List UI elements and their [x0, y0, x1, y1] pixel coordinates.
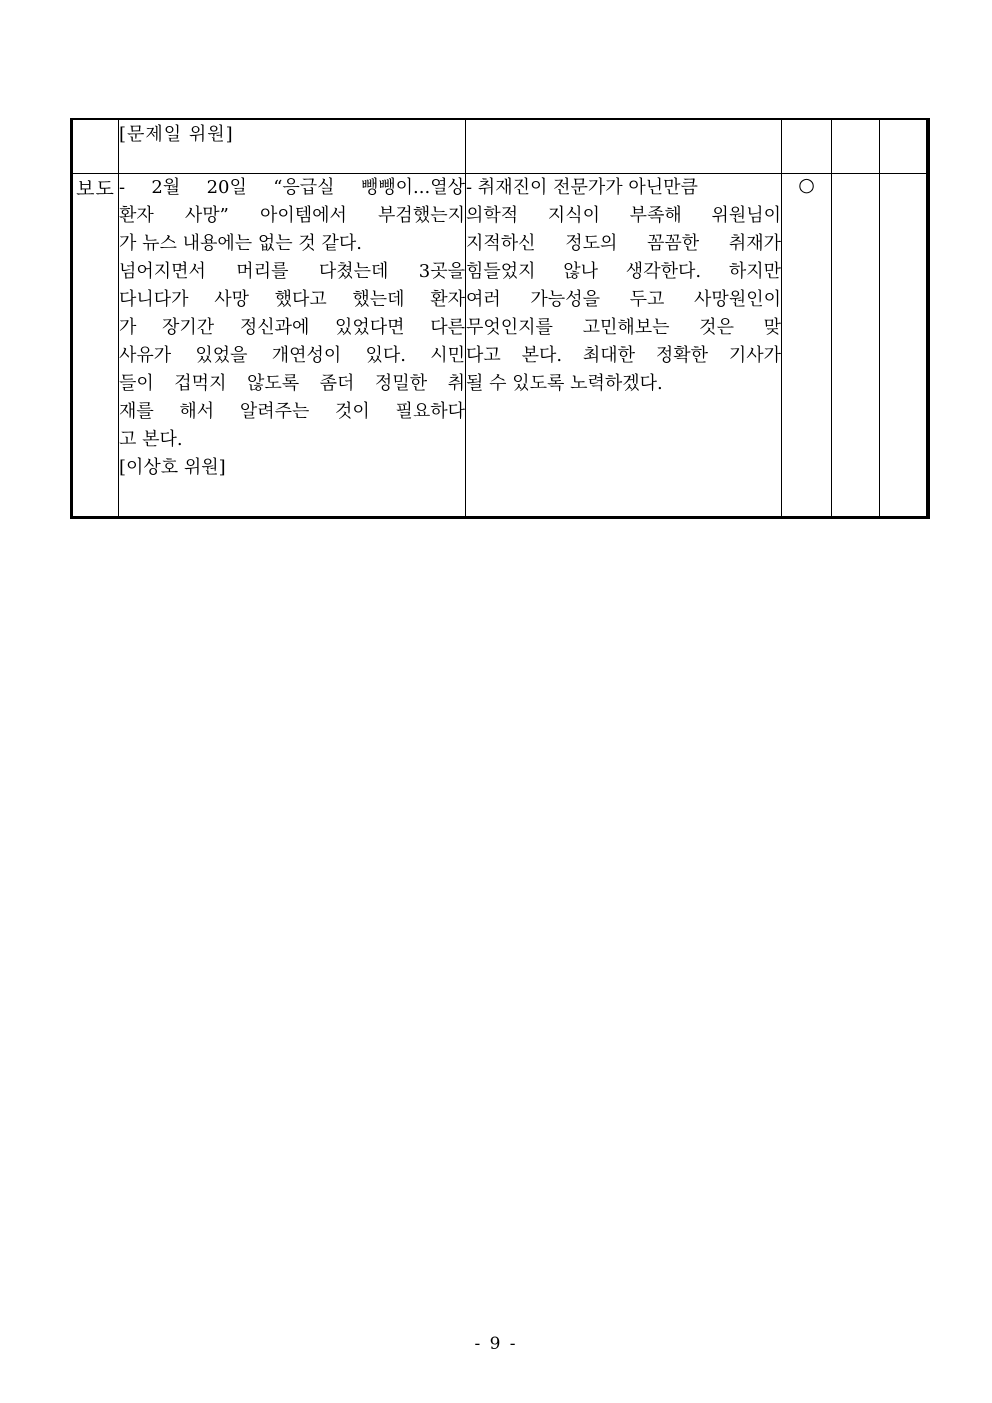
text-line: 지적하신 정도의 꼼꼼한 취재가 [466, 232, 781, 254]
table-row-report [72, 173, 928, 517]
mark-cell-blank-2 [880, 173, 928, 517]
text-line: 고 본다. [119, 428, 183, 450]
category-cell-empty [72, 119, 119, 173]
text-line: 재를 해서 알려주는 것이 필요하다 [119, 400, 465, 422]
mark-cell-empty-3 [880, 119, 928, 173]
text-line: 들이 겁먹지 않도록 좀더 정밀한 취 [119, 372, 465, 394]
text-line: 될 수 있도록 노력하겠다. [466, 372, 663, 394]
text-line: 의학적 지식이 부족해 위원님이 [466, 204, 781, 226]
mark-cell-empty-1 [782, 119, 832, 173]
table-row-note [72, 119, 928, 173]
text-line: 가 장기간 정신과에 있었다면 다른 [119, 316, 465, 338]
text-line: 힘들었지 않나 생각한다. 하지만 [466, 260, 781, 282]
text-line: 넘어지면서 머리를 다쳤는데 3곳을 [119, 260, 465, 282]
review-table [70, 118, 930, 519]
category-cell: 보도 [72, 173, 119, 517]
text-line: 가 뉴스 내용에는 없는 것 같다. [119, 232, 362, 254]
text-line: 무엇인지를 고민해보는 것은 맞 [466, 316, 781, 338]
mark-cell-blank-1 [832, 173, 880, 517]
text-line: 다고 본다. 최대한 정확한 기사가 [466, 344, 781, 366]
text-line: - 2월 20일 “응급실 뺑뺑이...열상 [119, 176, 465, 198]
text-line: [이상호 위원] [119, 456, 226, 478]
text-line: 환자 사망” 아이템에서 부검했는지 [119, 204, 465, 226]
mark-cell-empty-2 [832, 119, 880, 173]
opinion-cell [119, 173, 466, 517]
mark-cell-circle: ○ [782, 173, 832, 517]
page-number: - 9 - [474, 1334, 518, 1354]
response-cell-empty [466, 119, 782, 173]
text-line: 여러 가능성을 두고 사망원인이 [466, 288, 781, 310]
response-cell [466, 173, 782, 517]
committee-note-cell: [문제일 위원] [119, 119, 466, 173]
text-line: 사유가 있었을 개연성이 있다. 시민 [119, 344, 465, 366]
text-line: - 취재진이 전문가가 아닌만큼 [466, 176, 698, 198]
text-line: 다니다가 사망 했다고 했는데 환자 [119, 288, 465, 310]
